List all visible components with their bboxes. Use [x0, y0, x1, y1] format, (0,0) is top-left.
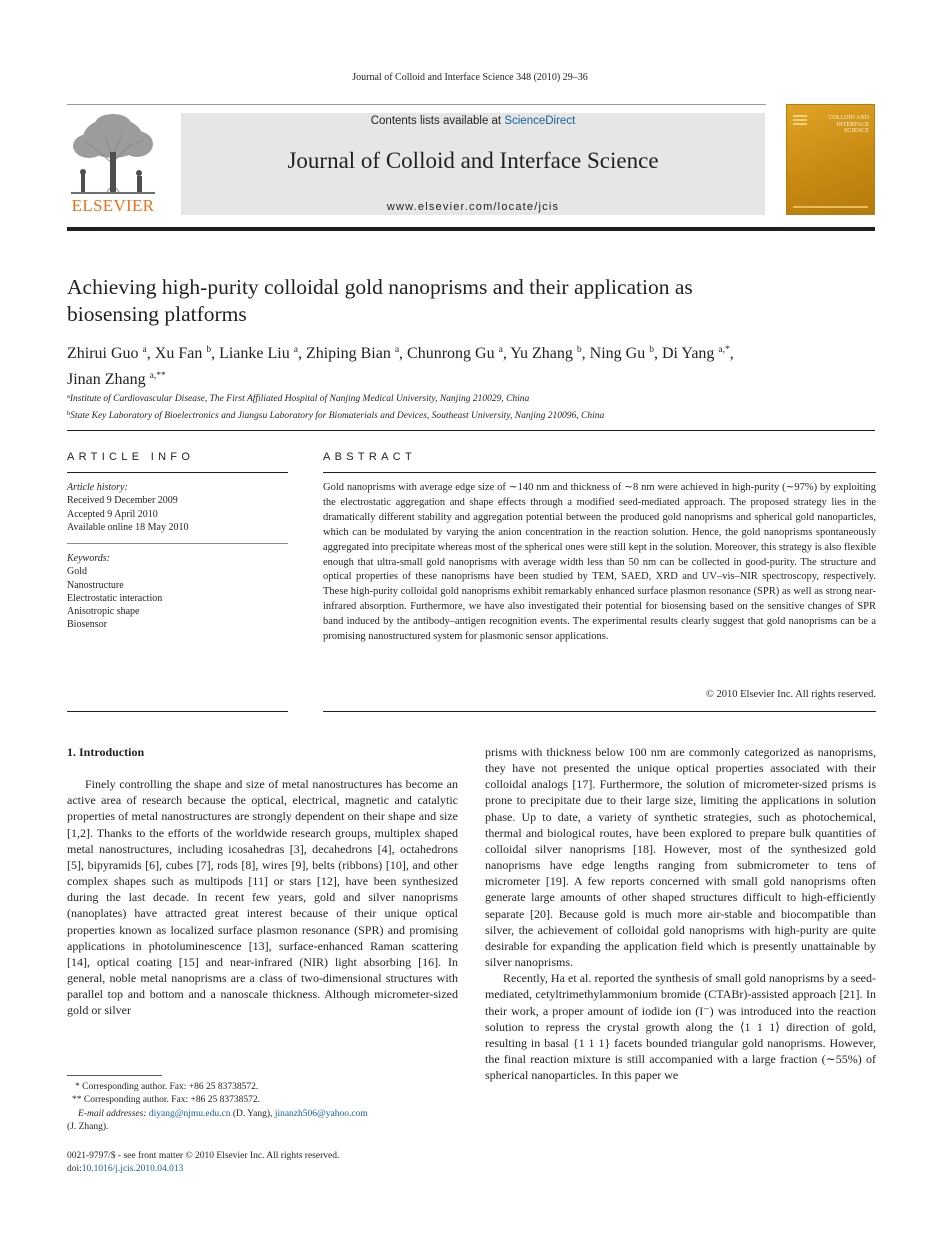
doi-line: doi:10.1016/j.jcis.2010.04.013	[67, 1164, 184, 1175]
masthead-top-rule	[67, 104, 766, 105]
author: Zhirui Guo $^a$	[67, 345, 147, 362]
journal-url[interactable]: www.elsevier.com/locate/jcis	[386, 201, 560, 213]
article-info-rule	[67, 472, 288, 473]
cover-decoration	[793, 115, 807, 127]
cover-title: COLLOID AND INTERFACE SCIENCE	[828, 115, 869, 134]
author: Lianke Liu $^a$	[219, 345, 298, 362]
author: Di Yang $^{a,*}$	[661, 345, 730, 362]
email-link[interactable]: jinanzh506@yahoo.com	[274, 1108, 368, 1119]
author-list: Zhirui Guo $^a$, Xu Fan $^b$, Lianke Liu $^a$, Zhiping Bian $^a$, Chunrong Gu $^a$, Yu Zhang $^b$, Ning Gu $^b$, Di Yang $^{a,*}$, Jinan Zhang $^{a,**}$	[67, 345, 734, 388]
elsevier-tree-icon	[67, 112, 159, 196]
author: Zhiping Bian $^a$	[305, 345, 400, 362]
journal-cover-image	[786, 104, 875, 215]
keywords-label: Keywords:	[67, 553, 110, 564]
section-heading-introduction: 1. Introduction	[67, 745, 145, 759]
keyword: Electrostatic interaction	[67, 592, 163, 604]
footnote-rule	[67, 1075, 162, 1076]
article-info-heading: ARTICLE INFO	[67, 451, 195, 463]
affiliation-rule	[67, 430, 875, 431]
footnote: * Corresponding author. Fax: +86 25 83738572.	[75, 1082, 259, 1092]
body-left-column	[67, 744, 458, 1019]
footnote-emails: E-mail addresses: diyang@njmu.edu.cn (D. Yang), jinanzh506@yahoo.com	[78, 1108, 368, 1119]
affiliation: $^a$Institute of Cardiovascular Disease, The First Affiliated Hospital of Nanjing Medical University, Nanjing 210029, China	[67, 393, 530, 404]
footnote: ** Corresponding author. Fax: +86 25 83738572.	[72, 1095, 260, 1106]
keywords	[67, 552, 287, 632]
cover-bottom-bar	[793, 206, 868, 208]
history-item: Accepted 9 April 2010	[67, 508, 158, 520]
author: Chunrong Gu $^a$	[407, 345, 503, 362]
info-divider	[67, 543, 288, 544]
paragraph: Recently, Ha et al. reported the synthesis of small gold nanoprisms by a seed-mediated, cetyltrimethylammonium bromide (CTABr)-assisted approach [21]. In their work, a proper amount of iodide ion (I⁻) was introduced into the reaction solution to repress the crystal growth along the ⟨1 1 1⟩ direction of gold, resulting in basal {1 1 1} facets bounded triangular gold nanoprisms. However, the final reaction mixture is still accompanied with a large fraction (∼55%) of spherical nanoparticles. In this paper we	[485, 971, 876, 1083]
footnotes	[67, 1081, 458, 1134]
body-right-column	[485, 744, 876, 1083]
front-matter-line: 0021-9797/$ - see front matter © 2010 Elsevier Inc. All rights reserved.	[67, 1151, 340, 1161]
contents-prefix: Contents lists available at	[370, 115, 505, 127]
abstract-rule	[323, 472, 876, 473]
footnote-emails-cont: (J. Zhang).	[67, 1121, 109, 1132]
author: Yu Zhang $^b$	[510, 345, 582, 362]
masthead-bottom-rule	[67, 227, 875, 231]
paragraph: prisms with thickness below 100 nm are commonly categorized as nanoprisms, they have not presented the unique optical properties associated with their colloidal analogs [17]. Furthermore, the solution of micrometer-sized prisms is prone to precipitate due to their large size, limiting the applications in solution phase. Up to date, a variety of synthetic strategies, such as photochemical, thermal and biological routes, have been explored to prepare bulk quantities of colloidal silver nanoprisms [18]. However, most of the synthesized gold nanoprisms have edge lengths ranging from submicrometer to tens of micrometer [19]. A few reports concerned with small gold nanoprisms often generate large amounts of other shaped structures difficult to high-efficiently separate [20]. Because gold is much more air-stable and biocompatible than silver, the achievement of colloidal gold nanoprisms with high-purity are quite desirable for expanding the application field which is presently unattainable by silver nanoprisms.	[485, 745, 876, 970]
history-item: Received 9 December 2009	[67, 495, 178, 507]
abstract-heading: ABSTRACT	[323, 451, 417, 463]
page-footer	[67, 1150, 467, 1177]
copyright: © 2010 Elsevier Inc. All rights reserved.	[705, 689, 876, 700]
elsevier-logo	[67, 112, 159, 216]
author: Ning Gu $^b$	[589, 345, 654, 362]
sciencedirect-link[interactable]: ScienceDirect	[504, 115, 576, 127]
paragraph: Finely controlling the shape and size of metal nanostructures has become an active area of research because the optical, electrical, magnetic and catalytic properties of metal nanostructures are strongly dependent on their shape and size [1,2]. Thanks to the efforts of the worldwide research groups, multiplex shaped metal nanostructures, including icosahedras [3], decahedrons [4], octahedrons [5], bipyramids [6], cubes [7], rods [8], wires [9], belts (ribbons) [10], and other complex shapes such as multipods [11] or stars [12], have been synthesized during the last decade. In recent few years, gold and silver nanoprisms (nanoplates) have attracted great interest because of their unique optical properties known as localized surface plasmon resonance (SPR) and promising applications in photoluminescence [13], surface-enhanced Raman scattering [14], optical coating [15] and near-infrared (NIR) light absorbing [16]. In general, noble metal nanoprisms are a class of two-dimensional structures with parallel top and bottom and a nanoscale thickness. Although micrometer-sized gold or silver	[67, 777, 458, 1018]
journal-masthead	[181, 113, 765, 215]
author: Jinan Zhang $^{a,**}$	[67, 371, 166, 388]
contents-line	[181, 113, 765, 127]
affiliations	[67, 390, 867, 423]
journal-title: Journal of Colloid and Interface Science	[287, 148, 659, 173]
history-label: Article history:	[67, 482, 128, 493]
article-history	[67, 481, 287, 534]
doi-link[interactable]: 10.1016/j.jcis.2010.04.013	[81, 1164, 184, 1175]
author: Xu Fan $^b$	[154, 345, 212, 362]
keyword: Biosensor	[67, 619, 107, 631]
running-head: Journal of Colloid and Interface Science 348 (2010) 29–36	[352, 72, 588, 83]
keyword: Anisotropic shape	[67, 606, 140, 618]
keyword: Gold	[67, 566, 87, 578]
email-link[interactable]: diyang@njmu.edu.cn	[148, 1108, 231, 1119]
affiliation: $^b$State Key Laboratory of Bioelectronics and Jiangsu Laboratory for Biomaterials and Devices, Southeast University, Nanjing 210096, China	[67, 409, 605, 421]
abstract-bottom-rule	[323, 711, 876, 712]
publisher-name: ELSEVIER	[71, 196, 155, 215]
article-title: Achieving high-purity colloidal gold nanoprisms and their application as biosensing platforms	[67, 275, 693, 326]
history-item: Available online 18 May 2010	[67, 521, 189, 533]
info-bottom-rule	[67, 711, 288, 712]
abstract-text: Gold nanoprisms with average edge size of ∼140 nm and thickness of ∼8 nm were achieved in high-purity (∼97%) by exploiting the electrostatic aggregation and shape effects through a modified seed-mediated approach. The proposed strategy lies in the dramatically different stability and aggregation potential between the produced gold nanoprisms and spherical gold nanoparticles, which can be modulated by varying the anion concentration in the reaction solution. Hence, the gold nanoprisms spontaneously aggregated into precipitate whereas most of the spherical ones were still kept in the solution. Moreover, this strategy is also flexible enough that ultra-small gold nanoprisms with average width less than 50 nm can be collected in good-purity. The structure and optical properties of these nanoprisms have been studied by TEM, SAED, XRD and UV–vis–NIR spectroscopy, respectively. These high-purity colloidal gold nanoprisms exhibit remarkably enhanced surface plasmon resonance (SPR) as well as strong near-infrared absorption. Furthermore, we have also investigated their potential for biosensing based on the sensitive changes of SPR band induced by the antibody–antigen recognition events. The experimental results clearly suggest that gold nanoprisms can be a promising nanostructured system for plasmonic sensor applications.	[323, 482, 876, 643]
keyword: Nanostructure	[67, 579, 124, 591]
